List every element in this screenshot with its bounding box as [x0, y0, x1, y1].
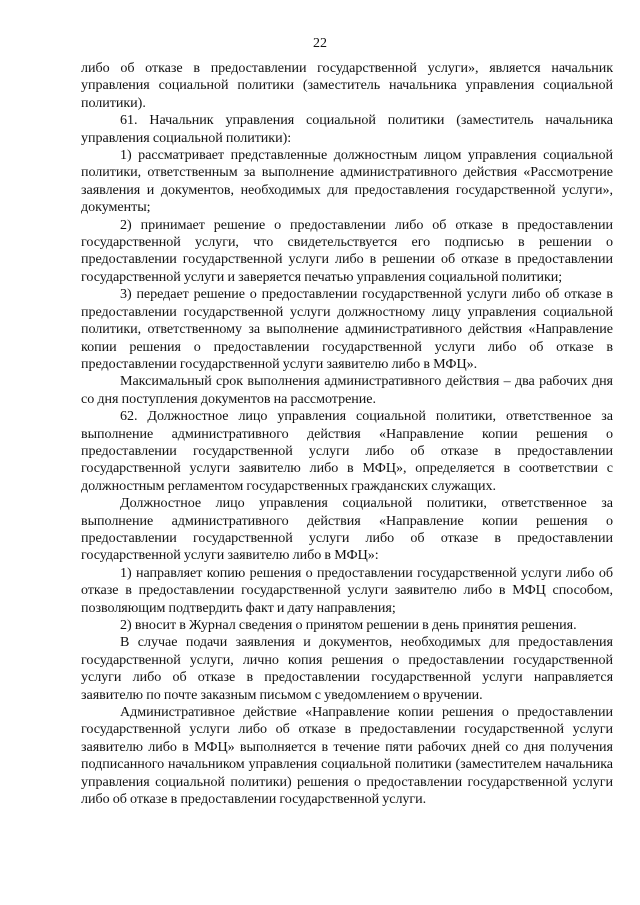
document-body: [81, 60, 613, 808]
paragraph-official-duties: Должностное лицо управления социальной политики, ответственное за выполнение административного действия «Направление копии решения о предоставлении государственной услуги либо об отказе в предоставлении государственной услуги заявителю либо в МФЦ»:: [81, 495, 613, 564]
paragraph-subitem-2: 2) принимает решение о предоставлении либо об отказе в предоставлении государственной услуги, что свидетельствуется его подписью в решении о предоставлении государственной услуги либо в решении об отказе в предоставлении государственной услуги и заверяется печатью управления социальной политики;: [81, 216, 613, 285]
paragraph-item-61: 61. Начальник управления социальной политики (заместитель начальника управления социальной политики):: [81, 112, 613, 146]
paragraph-subitem-3: 3) передает решение о предоставлении государственной услуги либо об отказе в предоставлении государственной услуги должностному лицу управления социальной политики, ответственному за выполнение административного действия «Направление копии решения о предоставлении государственной услуги либо об отказе в предоставлении государственной услуги заявителю либо в МФЦ».: [81, 286, 613, 372]
page-number: 22: [313, 36, 327, 51]
paragraph-duty-2: 2) вносит в Журнал сведения о принятом решении в день принятия решения.: [120, 617, 577, 633]
paragraph-continuation: либо об отказе в предоставлении государственной услуги», является начальник управления социальной политики (заместитель начальника управления социальной политики).: [81, 60, 613, 111]
paragraph-item-62: 62. Должностное лицо управления социальной политики, ответственное за выполнение административного действия «Направление копии решения о предоставлении государственной услуги либо об отказе в предоставлении государственной услуги заявителю либо в МФЦ», определяется в соответствии с должностным регламентом государственных гражданских служащих.: [81, 408, 613, 494]
paragraph-max-term: Максимальный срок выполнения административного действия – два рабочих дня со дня поступления документов на рассмотрение.: [81, 373, 613, 407]
paragraph-subitem-1: 1) рассматривает представленные должностным лицом управления социальной политики, ответственным за выполнение административного действия «Рассмотрение заявления и документов, необходимых для предоставления государственной услуги», документы;: [81, 147, 613, 216]
paragraph-action-deadline: Административное действие «Направление копии решения о предоставлении государственной услуги либо об отказе в предоставлении государственной услуги заявителю либо в МФЦ» выполняется в течение пяти рабочих дней со дня получения подписанного начальником управления социальной политики (заместителем начальника управления социальной политики) решения о предоставлении государственной услуги либо об отказе в предоставлении государственной услуги.: [81, 704, 613, 808]
paragraph-duty-1: 1) направляет копию решения о предоставлении государственной услуги либо об отказе в предоставлении государственной услуги заявителю либо в МФЦ способом, позволяющим подтвердить факт и дату направления;: [81, 564, 613, 616]
paragraph-personal-submission: В случае подачи заявления и документов, необходимых для предоставления государственной услуги, лично копия решения о предоставлении государственной услуги либо об отказе в предоставлении государственной услуги направляется заявителю по почте заказным письмом с уведомлением о вручении.: [81, 634, 613, 703]
